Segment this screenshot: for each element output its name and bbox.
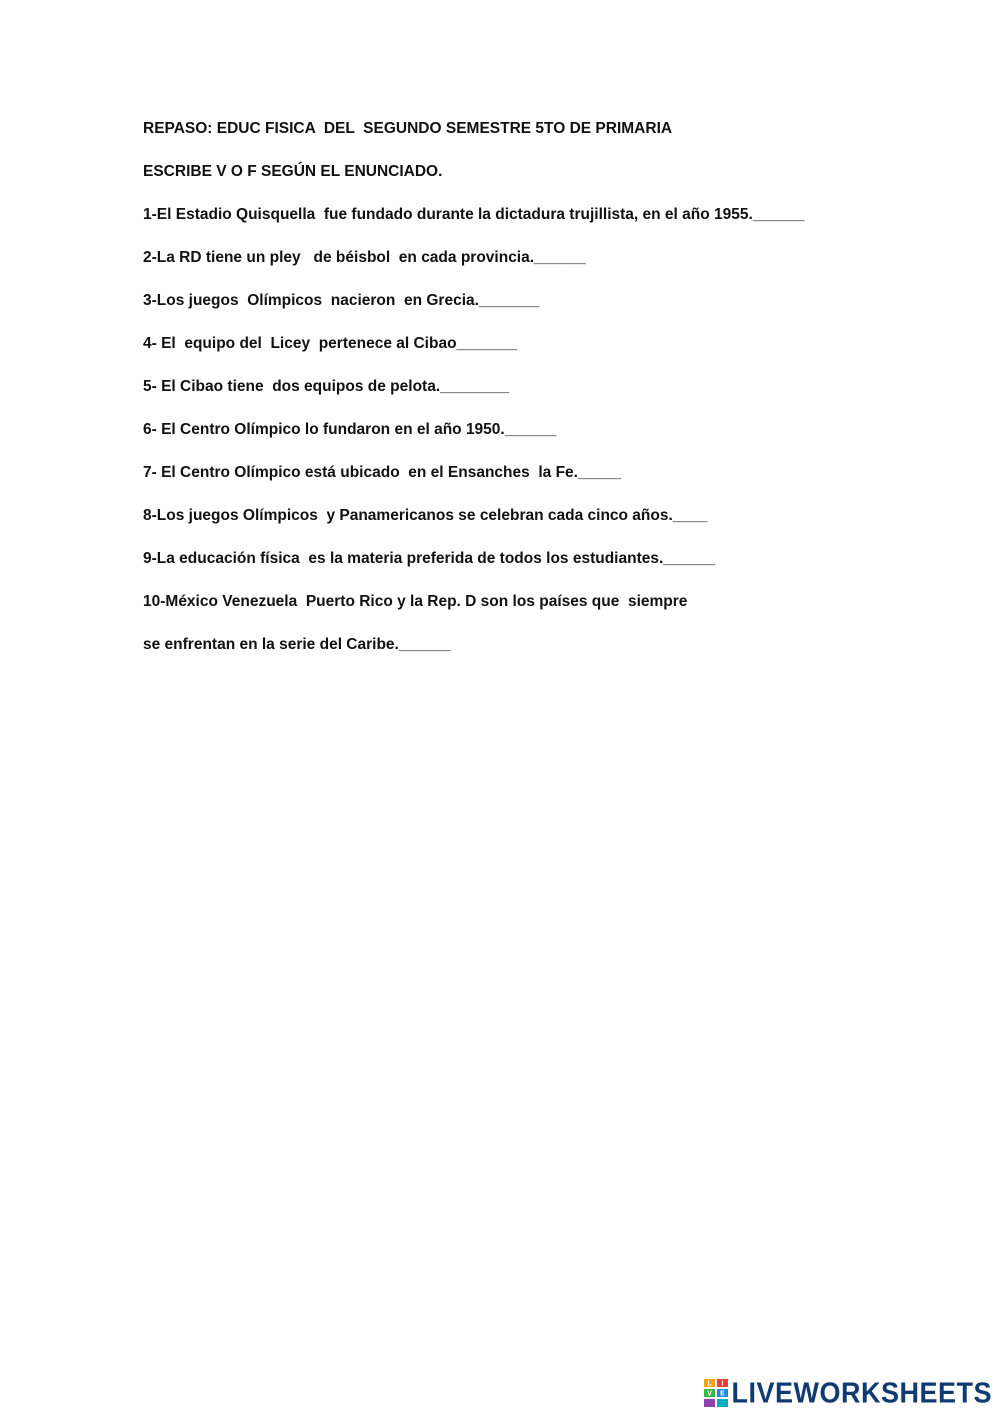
worksheet-body: [143, 118, 943, 677]
question-8: 8-Los juegos Olímpicos y Panamericanos se celebran cada cinco años.____: [143, 507, 708, 524]
worksheet-instruction: ESCRIBE V O F SEGÚN EL ENUNCIADO.: [143, 163, 443, 180]
question-4: 4- El equipo del Licey pertenece al Cibao_______: [143, 335, 517, 352]
question-2: 2-La RD tiene un pley de béisbol en cada provincia.______: [143, 249, 586, 266]
question-10-continuation: se enfrentan en la serie del Caribe.______: [143, 636, 451, 653]
question-10: 10-México Venezuela Puerto Rico y la Rep. D son los países que siempre: [143, 593, 688, 610]
worksheet-title: REPASO: EDUC FISICA DEL SEGUNDO SEMESTRE 5TO DE PRIMARIA: [143, 120, 673, 137]
svg-text:L: L: [707, 1380, 713, 1388]
question-5: 5- El Cibao tiene dos equipos de pelota.________: [143, 378, 510, 395]
liveworksheets-logo-text: LIVEWORKSHEETS: [731, 1376, 992, 1409]
question-7: 7- El Centro Olímpico está ubicado en el Ensanches la Fe._____: [143, 464, 622, 481]
liveworksheets-logo: [704, 1375, 992, 1411]
svg-text:I: I: [721, 1380, 724, 1388]
svg-text:V: V: [707, 1390, 713, 1398]
question-1: 1-El Estadio Quisquella fue fundado durante la dictadura trujillista, en el año 1955.______: [143, 206, 805, 223]
liveworksheets-logo-icon: [704, 1379, 728, 1407]
question-3: 3-Los juegos Olímpicos nacieron en Grecia._______: [143, 292, 540, 309]
question-6: 6- El Centro Olímpico lo fundaron en el año 1950.______: [143, 421, 557, 438]
question-9: 9-La educación física es la materia preferida de todos los estudiantes.______: [143, 550, 716, 567]
svg-text:E: E: [720, 1390, 726, 1398]
